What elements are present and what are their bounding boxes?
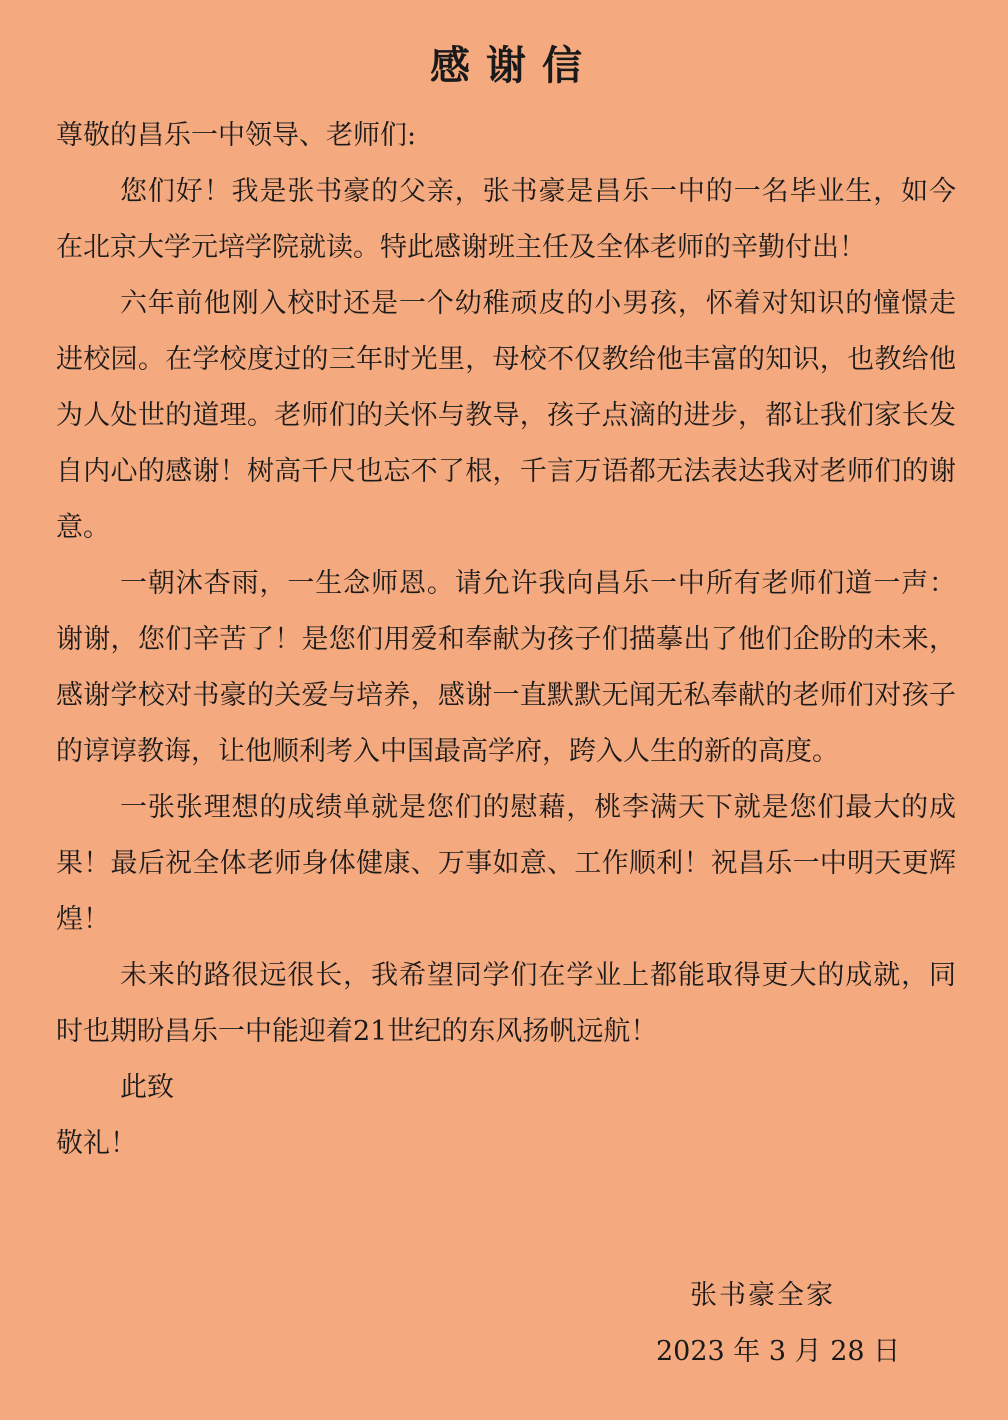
paragraph-memories: 六年前他刚入校时还是一个幼稚顽皮的小男孩，怀着对知识的憧憬走进校园。在学校度过的三年时光里，母校不仅教给他丰富的知识，也教给他为人处世的道理。老师们的关怀与教导，孩子点滴的进步，都让我们家长发自内心的感谢！树高千尺也忘不了根，千言万语都无法表达我对老师们的谢意。: [56, 288, 956, 543]
paragraph-future: 未来的路很远很长，我希望同学们在学业上都能取得更大的成就，同时也期盼昌乐一中能迎着21世纪的东风扬帆远航！: [56, 960, 956, 1047]
signature: 张书豪全家: [690, 1280, 835, 1311]
paragraph-gratitude: 一朝沐杏雨，一生念师恩。请允许我向昌乐一中所有老师们道一声：谢谢，您们辛苦了！是您们用爱和奉献为孩子们描摹出了他们企盼的未来，感谢学校对书豪的关爱与培养，感谢一直默默无闻无私奉献的老师们对孩子的谆谆教诲，让他顺利考入中国最高学府，跨入人生的新的高度。: [56, 568, 956, 767]
paragraph-greeting: 您们好！我是张书豪的父亲，张书豪是昌乐一中的一名毕业生，如今在北京大学元培学院就读。特此感谢班主任及全体老师的辛勤付出！: [56, 176, 956, 263]
salutation: 尊敬的昌乐一中领导、老师们:: [56, 120, 417, 151]
closing-cizhi: 此致: [120, 1072, 174, 1103]
paragraph-wishes: 一张张理想的成绩单就是您们的慰藉，桃李满天下就是您们最大的成果！最后祝全体老师身体健康、万事如意、工作顺利！祝昌乐一中明天更辉煌！: [56, 792, 956, 935]
closing-jingli: 敬礼！: [56, 1128, 137, 1159]
letter-title: 感谢信: [430, 42, 598, 89]
letter-date: 2023 年 3 月 28 日: [656, 1336, 901, 1367]
